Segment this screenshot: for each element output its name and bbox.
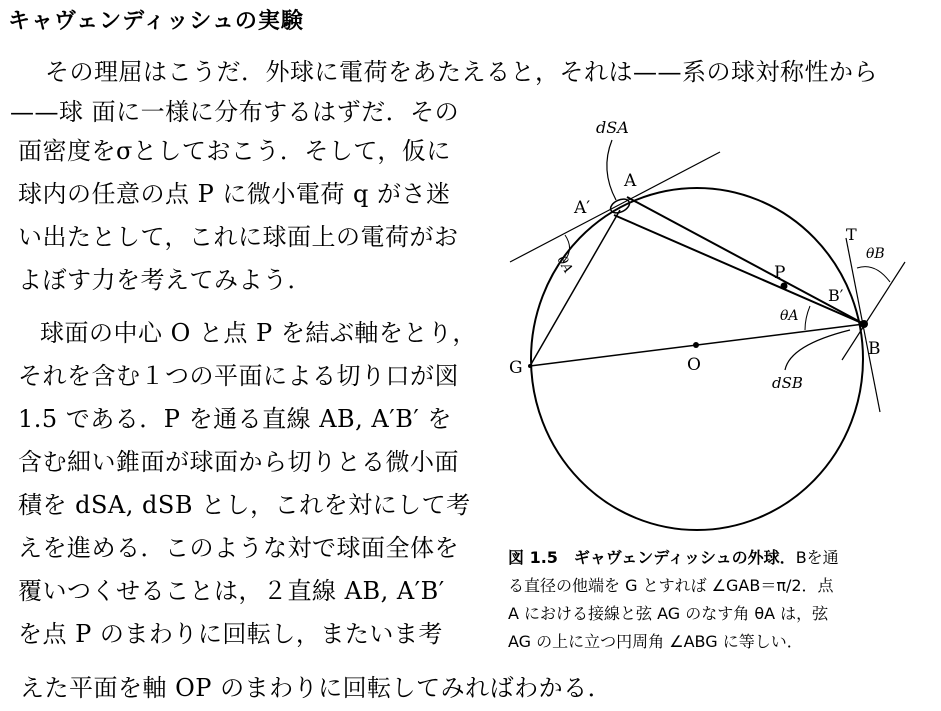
body-line-11: 積を dSA, dSB とし，これを対にして考 (18, 491, 471, 519)
point-p (781, 283, 788, 290)
body-line-9: 1.5 である．P を通る直線 AB, A′B′ を (18, 405, 452, 433)
label-dsa: dSA (596, 118, 629, 137)
point-g (528, 364, 532, 368)
label-theta-a-left: θA (553, 253, 576, 276)
body-line-6: よぼす力を考えてみよう． (18, 266, 312, 294)
cavendish-sphere-figure (505, 110, 930, 540)
figure-caption-line-4: AG の上に立つ円周角 ∠ABG に等しい． (508, 632, 803, 651)
body-line-15: えた平面を軸 OP のまわりに回転してみればわかる． (20, 674, 613, 702)
body-line-3: 面密度をσとしておこう．そして，仮に (18, 137, 451, 165)
tangent-at-a (510, 152, 720, 262)
body-line-4: 球内の任意の点 P に微小電荷 q がさ迷 (18, 180, 451, 208)
label-t: T (846, 225, 857, 244)
body-line-7: 球面の中心 O と点 P を結ぶ軸をとり， (40, 319, 477, 347)
body-line-8: それを含む１つの平面による切り口が図 (18, 362, 459, 390)
section-title: キャヴェンディッシュの実験 (8, 9, 304, 34)
point-b (860, 320, 868, 328)
body-line-13: 覆いつくせることは，２直線 AB, A′B′ (18, 577, 445, 605)
label-dsb: dSB (772, 374, 803, 392)
body-line-14: を点 P のまわりに回転し，またいま考 (18, 620, 443, 648)
label-o: O (687, 355, 701, 375)
arc-theta-a-right (805, 306, 810, 330)
figure-caption-line-1 (508, 545, 839, 568)
line-a-prime-b-prime (614, 215, 864, 324)
body-line-12: えを進める．このような対で球面全体を (18, 534, 459, 562)
chord-ga (530, 210, 620, 366)
label-p: P (774, 263, 786, 283)
figure-caption-line-3: A における接線と弦 AG のなす角 θA は，弦 (508, 604, 829, 623)
leader-dsb (785, 330, 850, 370)
body-line-10: 含む細い錐面が球面から切りとる微小面 (18, 448, 459, 476)
point-o (693, 342, 699, 348)
label-b: B (868, 339, 881, 359)
label-a: A (624, 171, 637, 191)
label-b-prime: B′ (828, 286, 844, 305)
arc-theta-b (857, 267, 890, 282)
body-line-1: その理屈はこうだ．外球に電荷をあたえると，それは——系の球対称性から (45, 58, 878, 86)
label-theta-b: θB (866, 246, 885, 262)
leader-dsa (607, 140, 616, 200)
label-theta-a-right: θA (780, 308, 799, 324)
caption-line-1-tail: Bを通 (795, 548, 839, 567)
label-g: G (509, 358, 523, 378)
body-line-5: い出たとして，これに球面上の電荷がお (18, 223, 459, 251)
figure-caption-line-2: る直径の他端を G とすれば ∠GAB＝π/2．点 (508, 576, 834, 595)
body-line-2: ——球 面に一様に分布するはずだ．その (10, 98, 460, 126)
caption-head: 図 1.5 ギャヴェンディッシュの外球． (508, 548, 796, 567)
label-a-prime: A′ (574, 198, 591, 218)
